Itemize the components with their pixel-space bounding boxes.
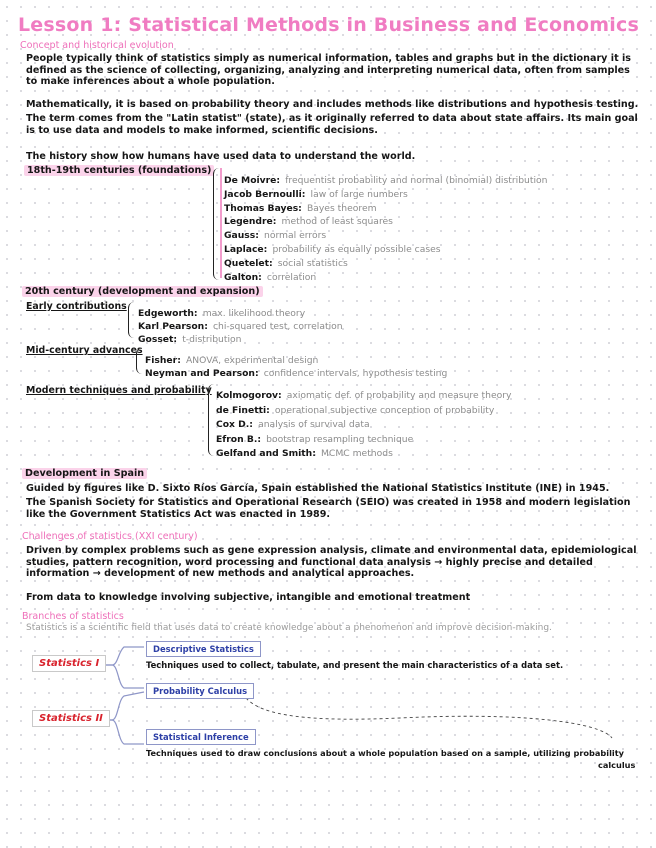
foundations-item-name: Galton: [224, 271, 262, 283]
descriptive-statistics-box: Descriptive Statistics [146, 641, 261, 657]
statistics-2-box: Statistics II [32, 710, 110, 727]
modern-item-desc: operational subjective conception of probability [274, 404, 495, 416]
modern-item-name: Kolmogorov: [216, 390, 282, 401]
mid-century-label: Mid-century advances [26, 345, 143, 356]
modern-item-desc: axiomatic def. of probability and measure theory [286, 390, 512, 401]
foundations-item-desc: probability as equally possible cases [272, 244, 441, 255]
branches-heading: Branches of statistics [22, 611, 124, 622]
early-contributions-label: Early contributions [26, 301, 127, 312]
modern-item-desc: MCMC methods [321, 448, 393, 460]
early-item-desc: chi-squared test, correlation [212, 320, 343, 332]
challenges-paragraph-2: From data to knowledge involving subjective, intangible and emotional treatment [26, 592, 471, 603]
mid-item-desc: ANOVA, experimental design [185, 355, 319, 366]
modern-item-desc: analysis of survival data [258, 419, 370, 431]
foundations-item-name: Thomas Bayes: [224, 202, 302, 214]
foundations-item-desc: law of large numbers [310, 188, 408, 200]
descriptive-statistics-description: Techniques used to collect, tabulate, and present the main characteristics of a data set. [146, 660, 564, 670]
branches-intro: Statistics is a scientific field that uses data to create knowledge about a phenomenon and improve decision-making. [26, 623, 552, 633]
foundations-item-name: Quetelet: [224, 257, 273, 269]
page-title: Lesson 1: Statistical Methods in Business and Economics [18, 14, 639, 36]
early-item-name: Edgeworth: [138, 308, 198, 319]
probability-calculus-box: Probability Calculus [146, 683, 254, 699]
foundations-heading-text: 18th-19th centuries (foundations) [24, 165, 214, 176]
spain-paragraph-1: Guided by figures like D. Sixto Ríos García, Spain established the National Statistics Institute (INE) in 1945. [26, 483, 610, 494]
early-item-desc: max. likelihood theory [202, 308, 306, 319]
spain-heading-text: Development in Spain [22, 468, 147, 479]
foundations-item-name: Gauss: [224, 230, 259, 242]
spain-paragraph-2: The Spanish Society for Statistics and Operational Research (SEIO) was created in 1958 and modern legislation like the Government Statistics Act was enacted in 1989. [26, 497, 631, 520]
modern-item-desc: bootstrap resampling technique [266, 433, 414, 445]
early-item-name: Karl Pearson: [138, 320, 208, 332]
section-concept-heading: Concept and historical evolution [20, 40, 174, 51]
century20-heading-text: 20th century (development and expansion) [22, 286, 263, 297]
modern-item-name: Gelfand and Smith: [216, 448, 316, 460]
modern-techniques-label: Modern techniques and probability [26, 385, 212, 396]
statistical-inference-description: Techniques used to draw conclusions about a whole population based on a sample, utilizing probability [146, 748, 624, 758]
foundations-item-name: Jacob Bernoulli: [224, 188, 306, 200]
statistics-1-box: Statistics I [32, 655, 106, 672]
modern-item-name: Cox D.: [216, 419, 253, 431]
challenges-paragraph-1: Driven by complex problems such as gene expression analysis, climate and environmental data, epidemiological studies, pattern recognition, word processing and functional data analysis → highly precise and detailed information → development of new methods and analytical approaches. [26, 545, 637, 580]
mid-item-name: Fisher: [145, 355, 181, 366]
challenges-heading: Challenges of statistics (XXI century) [22, 531, 198, 542]
statistical-inference-box: Statistical Inference [146, 729, 256, 745]
intro-paragraph-1: People typically think of statistics simply as numerical information, tables and graphs but in the dictionary it is defined as the science of collecting, organizing, analyzing and interpreting numerical data, often from samples to make inferences about a whole population. [26, 53, 631, 88]
foundations-item-desc: method of least squares [281, 216, 393, 228]
foundations-item-name: Laplace: [224, 244, 268, 255]
foundations-item-name: Legendre: [224, 216, 277, 228]
foundations-item-name: De Moivre: [224, 175, 281, 186]
probability-to-inference-dashed [246, 698, 612, 738]
mid-item-desc: confidence intervals, hypothesis testing [263, 368, 448, 379]
intro-paragraph-2: Mathematically, it is based on probability theory and includes methods like distributions and hypothesis testing. [26, 99, 639, 110]
mid-item-name: Neyman and Pearson: [145, 368, 259, 379]
foundations-item-desc: Bayes theorem [306, 202, 377, 214]
modern-item-name: de Finetti: [216, 404, 270, 416]
early-item-desc: t-distribution [182, 333, 242, 345]
foundations-item-desc: frequentist probability and normal (binomial) distribution [285, 175, 548, 186]
modern-item-name: Efron B.: [216, 433, 262, 445]
intro-paragraph-3: The term comes from the "Latin statist" (state), as it originally referred to data about state affairs. Its main goal is to use data and models to make informed, scientific decisions. [26, 113, 638, 136]
early-item-name: Gosset: [138, 333, 178, 345]
foundations-item-desc: normal errors [264, 230, 327, 242]
foundations-item-desc: correlation [266, 271, 317, 283]
statistical-inference-description-cont: calculus [598, 760, 636, 770]
foundations-item-desc: social statistics [277, 257, 348, 269]
intro-paragraph-4: The history show how humans have used data to understand the world. [26, 151, 416, 162]
